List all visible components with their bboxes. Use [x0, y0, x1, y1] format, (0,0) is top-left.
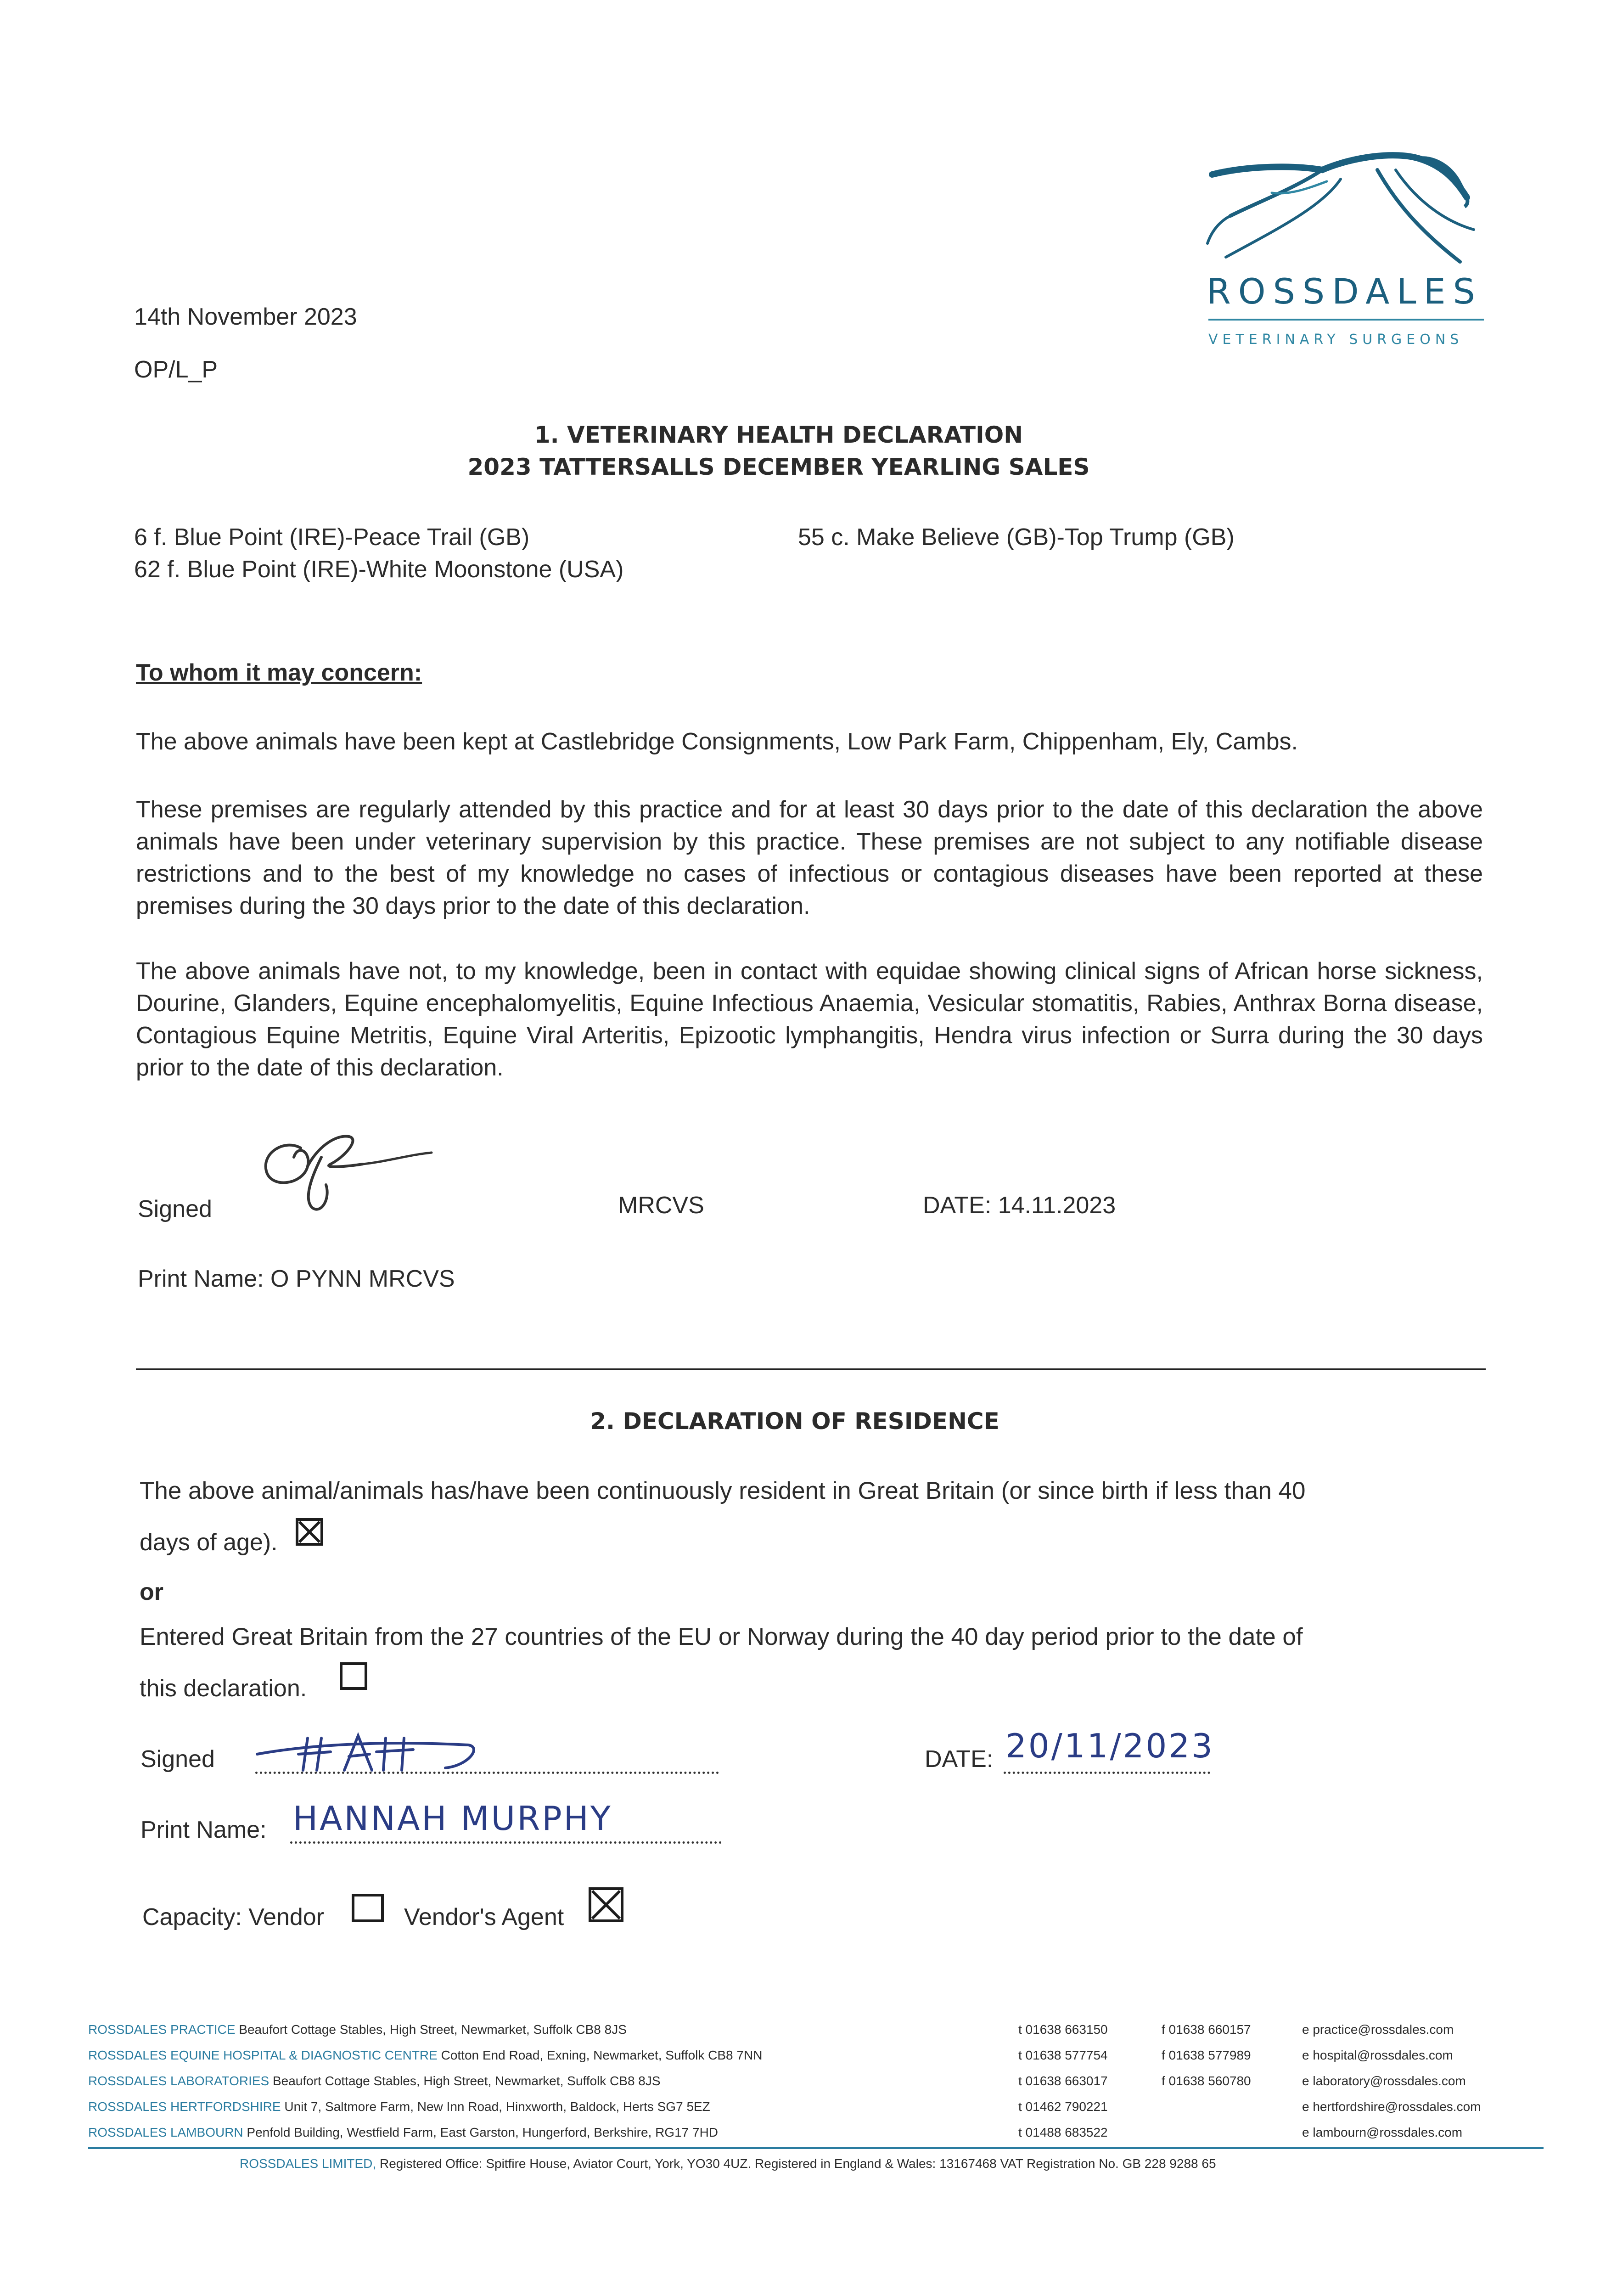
office-phone: t 01638 577754	[1018, 2048, 1108, 2062]
vendor-checkbox[interactable]	[352, 1894, 384, 1922]
section2-title: 2. DECLARATION OF RESIDENCE	[590, 1408, 999, 1435]
logo-subtitle: VETERINARY SURGEONS	[1208, 332, 1464, 348]
lot-entry: 62 f. Blue Point (IRE)-White Moonstone (USA)	[134, 556, 624, 583]
resident-statement: The above animal/animals has/have been continuously resident in Great Britain (or since birth if less than 40	[140, 1477, 1306, 1504]
salutation: To whom it may concern:	[136, 659, 422, 686]
print-name-line	[290, 1841, 722, 1844]
agent-signature	[253, 1727, 482, 1777]
office-brand: ROSSDALES PRACTICE	[88, 2022, 236, 2037]
vet-date: DATE: 14.11.2023	[923, 1192, 1116, 1219]
vet-signature	[257, 1120, 450, 1221]
supervision-paragraph: These premises are regularly attended by this practice and for at least 30 days prior to the date of this declaration the above animals have been under veterinary supervision by this practice. These premises are not subject to any notifiable disease restrictions and to the best of my knowledge no cases of infectious or contagious diseases have been reported at these premises during the 30 days prior to the date of this declaration.	[136, 796, 1483, 919]
capacity-label: Capacity: Vendor	[142, 1904, 325, 1930]
office-fax: f 01638 560780	[1162, 2074, 1251, 2088]
signed-label: Signed	[138, 1196, 212, 1222]
office-email[interactable]: e lambourn@rossdales.com	[1302, 2125, 1463, 2139]
entered-statement: Entered Great Britain from the 27 countries of the EU or Norway during the 40 day period prior to the date of	[140, 1623, 1303, 1650]
contact-paragraph: The above animals have not, to my knowledge, been in contact with equidae showing clinical signs of African horse sickness, Dourine, Glanders, Equine encephalomyelitis, Equine Infectious Anaemia, Vesicular stomatitis, Rabies, Anthrax Borna disease, Contagious Equine Metritis, Equine Viral Arteritis, Epizootic lymphangitis, Hendra virus infection or Surra during the 30 days prior to the date of this declaration.	[136, 958, 1483, 1081]
office-brand: ROSSDALES LABORATORIES	[88, 2074, 270, 2088]
agent-date-label: DATE:	[925, 1746, 994, 1773]
office-email[interactable]: e hospital@rossdales.com	[1302, 2048, 1453, 2062]
letter-date: 14th November 2023	[134, 304, 357, 330]
checkmark-x-icon	[298, 1521, 320, 1543]
vendors-agent-checkbox[interactable]	[589, 1887, 623, 1922]
galloping-horse-icon	[1203, 138, 1478, 276]
registered-office: Registered Office: Spitfire House, Aviator Court, York, YO30 4UZ. Registered in England & Wales: 13167468 VAT Registration No. GB 228 9288 65	[379, 2156, 1216, 2171]
agent-date-value: 20/11/2023	[1005, 1727, 1214, 1765]
section1-subtitle: 2023 TATTERSALLS DECEMBER YEARLING SALES	[467, 454, 1090, 480]
logo-name: ROSSDALES	[1207, 271, 1482, 312]
mrcvs-label: MRCVS	[618, 1192, 704, 1219]
office-address: Beaufort Cottage Stables, High Street, Newmarket, Suffolk CB8 8JS	[272, 2074, 661, 2088]
limited-brand: ROSSDALES LIMITED,	[240, 2156, 376, 2171]
office-address: Unit 7, Saltmore Farm, New Inn Road, Hinxworth, Baldock, Herts SG7 5EZ	[284, 2099, 710, 2114]
office-phone: t 01638 663017	[1018, 2074, 1108, 2088]
logo-divider	[1208, 319, 1484, 321]
lot-entry: 6 f. Blue Point (IRE)-Peace Trail (GB)	[134, 524, 530, 551]
resident-statement-end: days of age).	[140, 1529, 278, 1556]
office-fax: f 01638 577989	[1162, 2048, 1251, 2062]
vet-print-name: Print Name: O PYNN MRCVS	[138, 1266, 455, 1292]
office-phone: t 01638 663150	[1018, 2022, 1108, 2037]
checkmark-x-icon	[591, 1890, 621, 1919]
agent-print-name-label: Print Name:	[140, 1817, 267, 1843]
date-line	[1004, 1772, 1210, 1774]
office-brand: ROSSDALES LAMBOURN	[88, 2125, 243, 2139]
footer-legal	[240, 2156, 1216, 2171]
office-address: Beaufort Cottage Stables, High Street, Newmarket, Suffolk CB8 8JS	[239, 2022, 627, 2037]
lot-entry: 55 c. Make Believe (GB)-Top Trump (GB)	[798, 524, 1235, 551]
office-email[interactable]: e practice@rossdales.com	[1302, 2022, 1454, 2037]
premises-paragraph: The above animals have been kept at Castlebridge Consignments, Low Park Farm, Chippenham, Ely, Cambs.	[136, 728, 1298, 755]
reference-code: OP/L_P	[134, 356, 218, 383]
office-phone: t 01488 683522	[1018, 2125, 1108, 2139]
section1-title: 1. VETERINARY HEALTH DECLARATION	[534, 422, 1023, 448]
office-address: Cotton End Road, Exning, Newmarket, Suffolk CB8 7NN	[441, 2048, 763, 2062]
footer-divider	[88, 2147, 1544, 2149]
office-email[interactable]: e hertfordshire@rossdales.com	[1302, 2099, 1481, 2114]
office-brand: ROSSDALES HERTFORDSHIRE	[88, 2099, 281, 2114]
or-label: or	[140, 1579, 163, 1605]
section-divider	[136, 1368, 1486, 1370]
agent-print-name-value: HANNAH MURPHY	[293, 1799, 612, 1838]
office-phone: t 01462 790221	[1018, 2099, 1108, 2114]
vendors-agent-label: Vendor's Agent	[404, 1904, 564, 1930]
entered-statement-end: this declaration.	[140, 1675, 307, 1702]
office-address: Penfold Building, Westfield Farm, East Garston, Hungerford, Berkshire, RG17 7HD	[247, 2125, 719, 2139]
entered-checkbox[interactable]	[340, 1662, 367, 1690]
office-email[interactable]: e laboratory@rossdales.com	[1302, 2074, 1466, 2088]
resident-checkbox[interactable]	[296, 1518, 323, 1546]
office-brand: ROSSDALES EQUINE HOSPITAL & DIAGNOSTIC CENTRE	[88, 2048, 438, 2062]
agent-signed-label: Signed	[140, 1746, 215, 1773]
office-fax: f 01638 660157	[1162, 2022, 1251, 2037]
